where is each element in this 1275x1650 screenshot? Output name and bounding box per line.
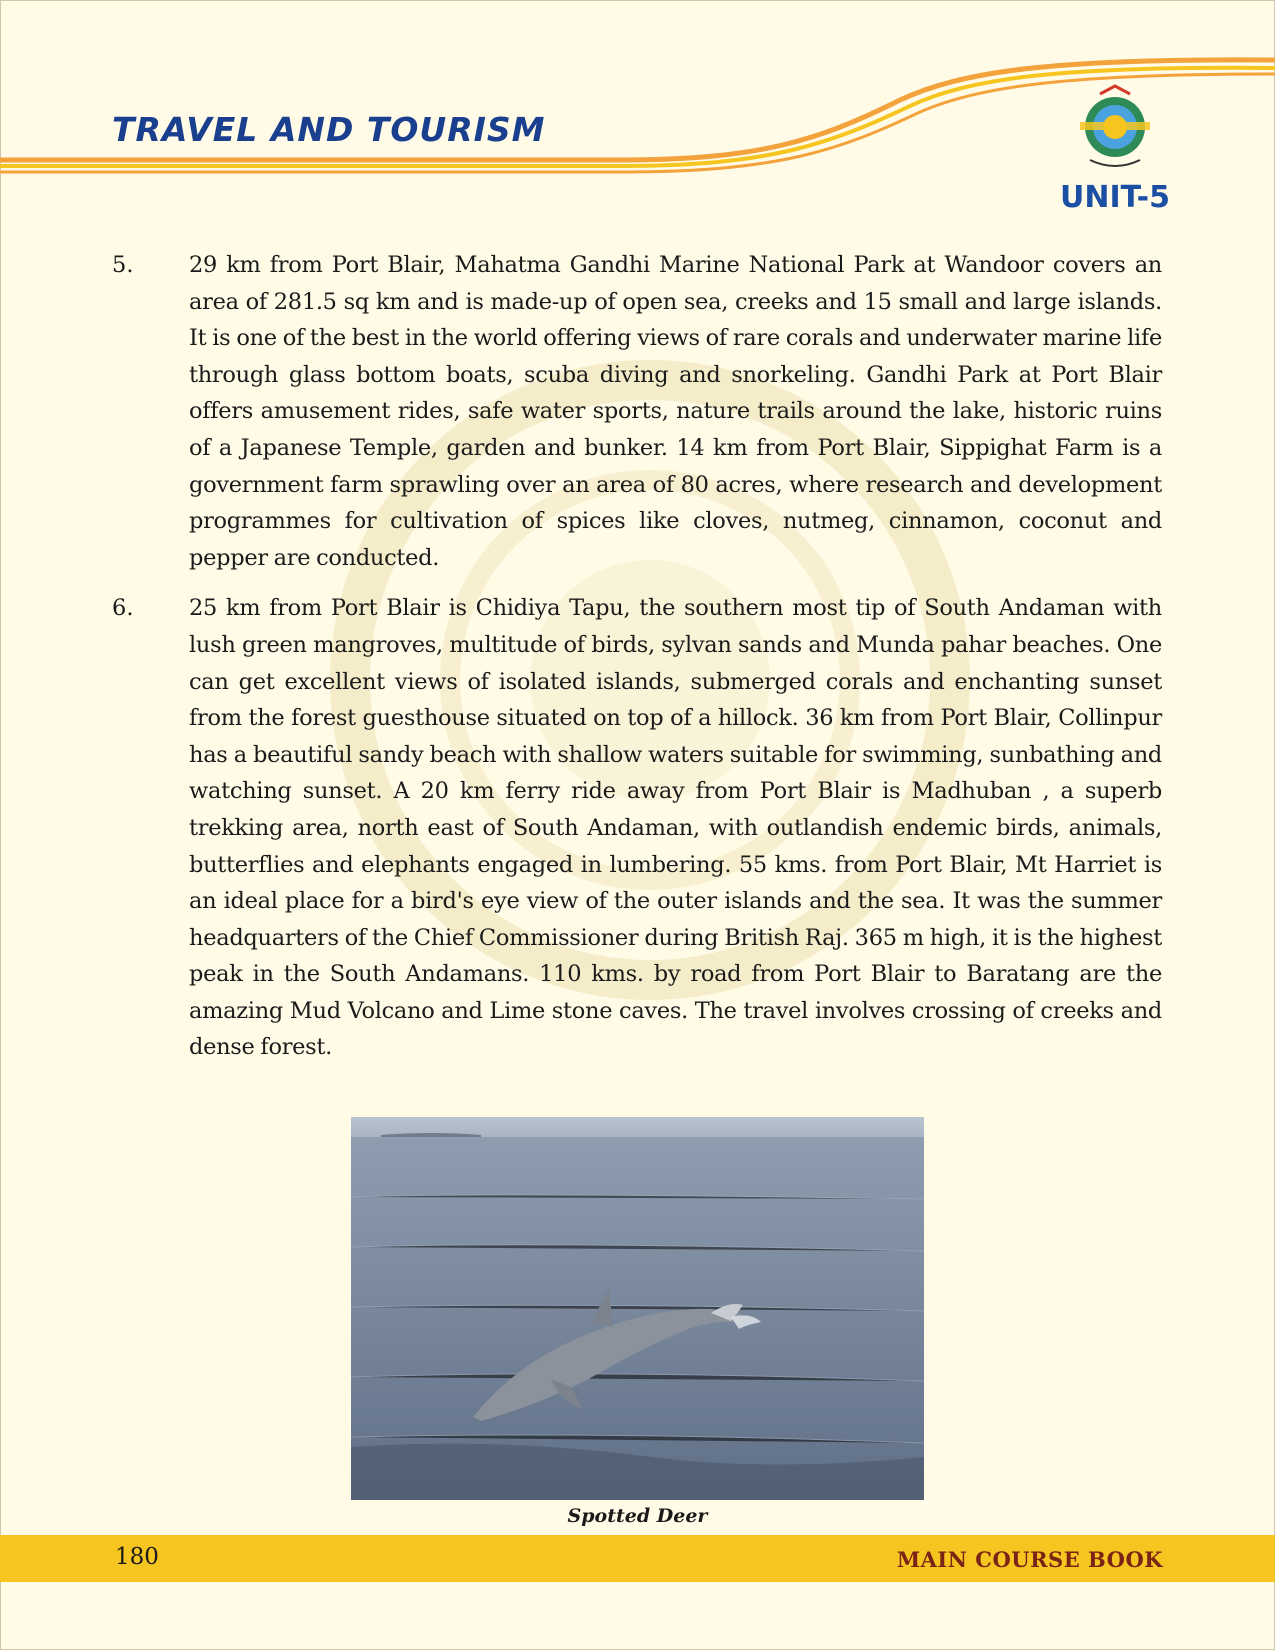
paragraph-item [112,590,1162,1066]
page-number: 180 [115,1544,159,1570]
figure-caption: Spotted Deer [567,1505,708,1527]
main-content [112,247,1162,1080]
paragraph-number: 5. [112,252,134,278]
paragraph-number: 6. [112,595,134,622]
paragraph-text: 29 km from Port Blair, Mahatma Gandhi Marine National Park at Wandoor covers an area of 281.5 sq km and is made-up of open sea, creeks and 15 small and large islands. It is one of the best in the world offering views of rare corals and underwater marine life through glass bottom boats, scuba diving and snorkeling. Gandhi Park at Port Blair offers amusement rides, safe water sports, nature trails around the lake, historic ruins of a Japanese Temple, garden and bunker. 14 km from Port Blair, Sippighat Farm is a government farm sprawling over an area of 80 acres, where research and development programmes for cultivation of spices like cloves, nutmeg, cinnamon, coconut and pepper are conducted. [189,252,1162,571]
page-header-title: TRAVEL AND TOURISM [112,110,546,149]
book-name: MAIN COURSE BOOK [896,1547,1163,1572]
board-logo-icon [1070,82,1160,177]
paragraph-item [112,247,1162,576]
unit-label: UNIT-5 [1060,180,1171,215]
dolphin-photo [351,1117,924,1500]
paragraph-text: 25 km from Port Blair is Chidiya Tapu, the southern most tip of South Andaman with lush green mangroves, multitude of birds, sylvan sands and Munda pahar beaches. One can get excellent views of isolated islands, submerged corals and enchanting sunset from the forest guesthouse situated on top of a hillock. 36 km from Port Blair, Collinpur has a beautiful sandy beach with shallow waters suitable for swimming, sunbathing and watching sunset. A 20 km ferry ride away from Port Blair is Madhuban , a superb trekking area, north east of South Andaman, with outlandish endemic birds, animals, butterflies and elephants engaged in lumbering. 55 kms. from Port Blair, Mt Harriet is an ideal place for a bird's eye view of the outer islands and the sea. It was the summer headquarters of the Chief Commissioner during British Raj. 365 m high, it is the highest peak in the South Andamans. 110 kms. by road from Port Blair to Baratang are the amazing Mud Volcano and Lime stone caves. The travel involves crossing of creeks and dense forest. [189,595,1162,1061]
